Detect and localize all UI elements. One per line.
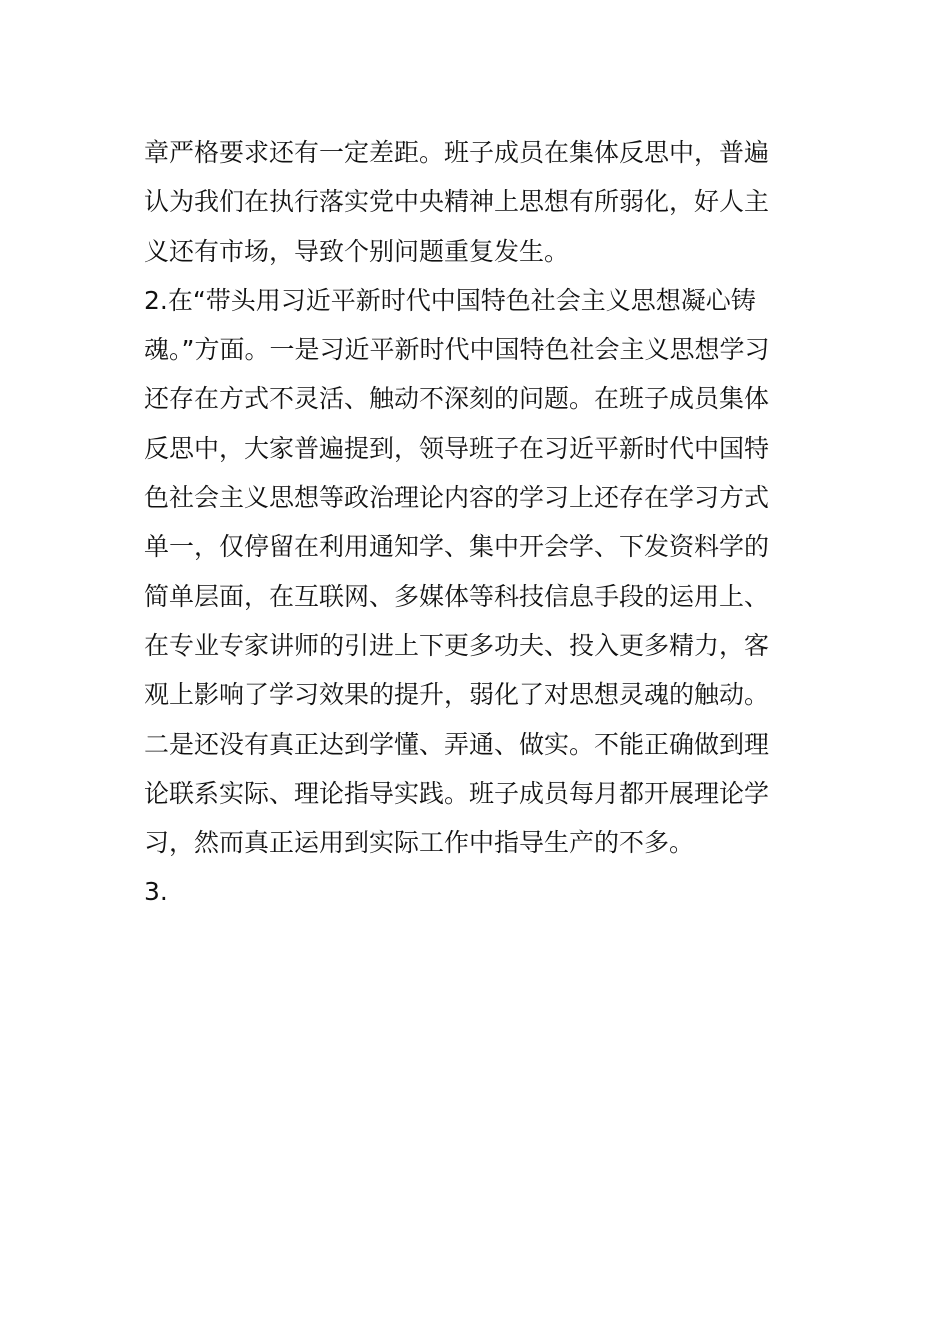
text-line: 还存在方式不灵活、触动不深刻的问题。在班子成员集体	[144, 384, 770, 414]
text-line: 魂。”方面。一是习近平新时代中国特色社会主义思想学习	[144, 335, 770, 365]
text-line: 论联系实际、理论指导实践。班子成员每月都开展理论学	[144, 778, 770, 808]
text-line: 章严格要求还有一定差距。班子成员在集体反思中，普遍	[144, 138, 770, 167]
text-line: 观上影响了学习效果的提升，弱化了对思想灵魂的触动。	[144, 680, 770, 710]
text-line: 2.在“带头用习近平新时代中国特色社会主义思想凝心铸	[144, 285, 756, 315]
text-line: 简单层面，在互联网、多媒体等科技信息手段的运用上、	[144, 581, 770, 611]
text-line: 认为我们在执行落实党中央精神上思想有所弱化，好人主	[144, 187, 770, 217]
text-line: 义还有市场，导致个别问题重复发生。	[144, 236, 570, 266]
text-line: 在专业专家讲师的引进上下更多功夫、投入更多精力，客	[144, 630, 770, 660]
text-line: 二是还没有真正达到学懂、弄通、做实。不能正确做到理	[144, 729, 770, 759]
text-line: 习，然而真正运用到实际工作中指导生产的不多。	[144, 828, 695, 858]
section-number: 3.	[144, 877, 168, 907]
text-line: 色社会主义思想等政治理论内容的学习上还存在学习方式	[144, 483, 770, 513]
body-text	[144, 128, 824, 917]
text-line: 反思中，大家普遍提到，领导班子在习近平新时代中国特	[144, 433, 770, 463]
text-line: 单一，仅停留在利用通知学、集中开会学、下发资料学的	[144, 532, 770, 562]
